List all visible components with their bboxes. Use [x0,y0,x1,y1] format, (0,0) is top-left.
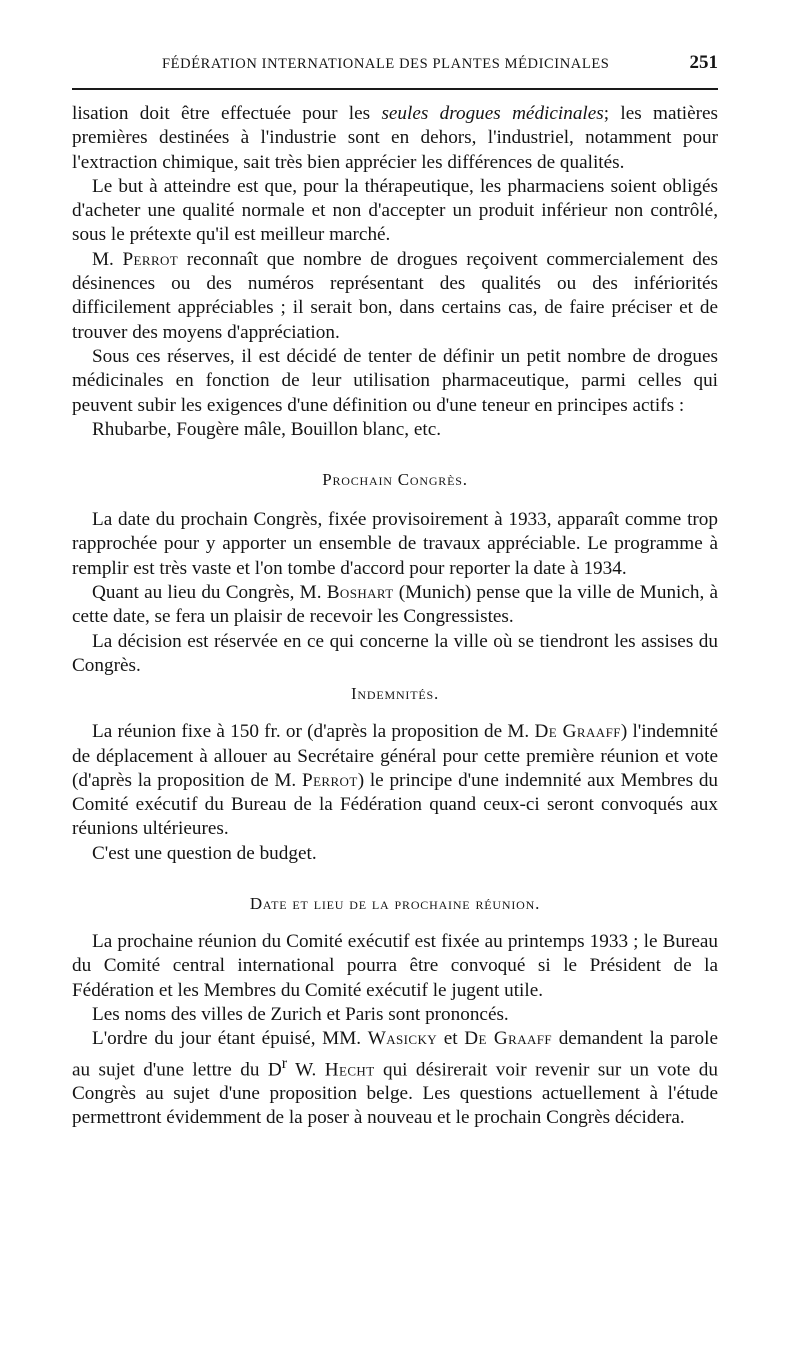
superscript: r [281,1054,288,1072]
paragraph-8: La décision est réservée en ce qui concerne la ville où se tiendront les assises du Congrès. [72,630,718,676]
paragraph-10: C'est une question de budget. [92,842,317,864]
running-title: FÉDÉRATION INTERNATIONALE DES PLANTES MÉDICINALES [162,56,610,72]
person-name: Perrot [122,248,179,270]
person-name: Hecht [324,1058,375,1080]
paragraph-6: La date du prochain Congrès, fixée provisoirement à 1933, apparaît comme trop rapprochée pour y apporter un ensemble de travaux appréciable. Le programme à remplir est très vaste et l'on tombe d'accord pour reporter la date à 1934. [72,509,718,579]
section-heading-indemnites: Indemnités. [350,684,440,704]
paragraph-1: lisation doit être effectuée pour les seules drogues médicinales; les matières premières destinées à l'industrie sont en dehors, l'industriel, notamment pour l'extraction chimique, sait très bien apprécier les différences de qualités. [72,103,719,173]
person-name: De Graaff [534,721,621,743]
page-number: 251 [689,52,718,73]
header-rule [72,88,718,90]
person-name: Perrot [302,769,358,791]
person-name: Boshart [326,582,394,604]
paragraph-5: Rhubarbe, Fougère mâle, Bouillon blanc, etc. [92,418,442,440]
paragraph-9: La réunion fixe à 150 fr. or (d'après la proposition de M. De Graaff) l'indemnité de déplacement à allouer au Secrétaire général pour cette première réunion et vote (d'après la proposition de M. Perrot) le principe d'une indemnité aux Membres du Comité exécutif du Bureau de la Fédération quand ceux-ci seront convoqués aux réunions ultérieures. [72,721,719,840]
paragraph-12: Les noms des villes de Zurich et Paris sont prononcés. [92,1003,509,1025]
section-heading-prochain-congres: Prochain Congrès. [322,470,468,490]
person-name: De Graaff [464,1028,553,1050]
paragraph-4: Sous ces réserves, il est décidé de tenter de définir un petit nombre de drogues médicinales en fonction de leur utilisation pharmaceutique, parmi celles qui peuvent subir les exigences d'une définition ou d'une teneur en principes actifs : [72,345,718,416]
paragraph-13: L'ordre du jour étant épuisé, MM. Wasicky et De Graaff demandent la parole au sujet d'une lettre du $D^r$ W. Hecht qui désirerait voir revenir sur un vote du Congrès au sujet d'une proposition belge. Les questions actuellement à l'étude permettront évidemment de la poser à nouveau et le prochain Congrès décidera. [72,1028,718,1129]
emphasis-text: seules drogues médicinales [381,103,604,124]
paragraph-2: Le but à atteindre est que, pour la thérapeutique, les pharmaciens soient obligés d'acheter une qualité normale et non d'accepter un produit inférieur non contrôlé, sous le prétexte qu'il est meilleur marché. [72,175,718,246]
paragraph-11: La prochaine réunion du Comité exécutif est fixée au printemps 1933 ; le Bureau du Comité central international pourra être convoqué si le Président de la Fédération et les Membres du Comité exécutif le jugent utile. [72,931,718,1001]
paragraph-3: M. Perrot reconnaît que nombre de drogues reçoivent commercialement des désinences ou des numéros représentant des qualités ou des infériorités difficilement appréciables ; il serait bon, dans certains cas, de faire préciser et de trouver des moyens d'appréciation. [72,248,718,343]
person-name: Wasicky [367,1028,438,1050]
section-heading-date-lieu: Date et lieu de la prochaine réunion. [249,894,541,914]
paragraph-7: Quant au lieu du Congrès, M. Boshart (Munich) pense que la ville de Munich, à cette date, se fera un plaisir de recevoir les Congressistes. [72,582,718,628]
running-header [72,52,718,82]
document-page [72,52,718,1131]
